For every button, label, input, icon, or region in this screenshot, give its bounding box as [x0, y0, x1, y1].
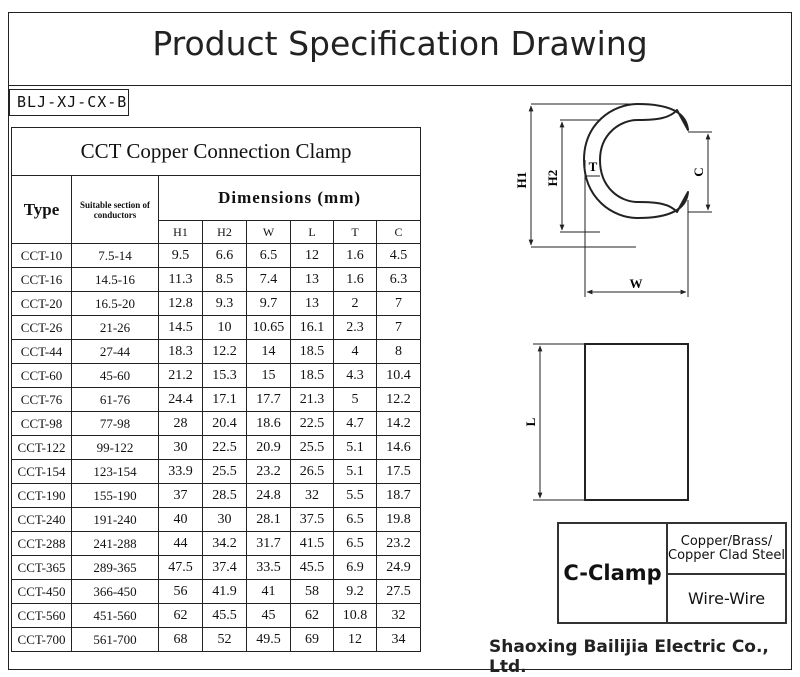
dimension-cell: 30: [203, 508, 247, 532]
dimension-cell: 6.5: [247, 244, 291, 268]
dimension-cell: 44: [159, 532, 203, 556]
dim-column-header: C: [377, 221, 421, 244]
dimension-cell: 25.5: [203, 460, 247, 484]
dimension-cell: 18.7: [377, 484, 421, 508]
dim-label-h2: H2: [545, 169, 560, 187]
dimension-cell: 37.4: [203, 556, 247, 580]
dimension-cell: 30: [159, 436, 203, 460]
dimension-cell: 33.9: [159, 460, 203, 484]
dimension-cell: 18.3: [159, 340, 203, 364]
dimension-cell: 37.5: [291, 508, 334, 532]
type-cell: CCT-60: [12, 364, 72, 388]
section-cell: 21-26: [72, 316, 159, 340]
dimension-cell: 10.4: [377, 364, 421, 388]
dimension-cell: 34: [377, 628, 421, 652]
type-cell: CCT-288: [12, 532, 72, 556]
dimension-cell: 10.8: [334, 604, 377, 628]
section-cell: 451-560: [72, 604, 159, 628]
dimension-cell: 31.7: [247, 532, 291, 556]
dimension-cell: 6.6: [203, 244, 247, 268]
dimension-cell: 28.1: [247, 508, 291, 532]
dimension-cell: 32: [291, 484, 334, 508]
dimension-cell: 24.8: [247, 484, 291, 508]
section-cell: 289-365: [72, 556, 159, 580]
dimension-cell: 32: [377, 604, 421, 628]
dimension-cell: 23.2: [247, 460, 291, 484]
dimension-cell: 14.2: [377, 412, 421, 436]
dimension-cell: 4.3: [334, 364, 377, 388]
section-cell: 561-700: [72, 628, 159, 652]
type-cell: CCT-700: [12, 628, 72, 652]
section-cell: 77-98: [72, 412, 159, 436]
dimension-cell: 15.3: [203, 364, 247, 388]
dim-column-header: H1: [159, 221, 203, 244]
dimension-cell: 1.6: [334, 268, 377, 292]
dimension-cell: 23.2: [377, 532, 421, 556]
section-cell: 16.5-20: [72, 292, 159, 316]
table-caption: CCT Copper Connection Clamp: [12, 128, 421, 176]
type-cell: CCT-240: [12, 508, 72, 532]
dimension-cell: 28.5: [203, 484, 247, 508]
dim-label-t: T: [588, 159, 598, 174]
dim-label-l: L: [523, 417, 538, 427]
dimension-cell: 17.1: [203, 388, 247, 412]
type-header: Type: [12, 176, 72, 244]
type-cell: CCT-20: [12, 292, 72, 316]
type-cell: CCT-450: [12, 580, 72, 604]
dimension-cell: 21.3: [291, 388, 334, 412]
dimension-cell: 15: [247, 364, 291, 388]
section-cell: 241-288: [72, 532, 159, 556]
section-cell: 155-190: [72, 484, 159, 508]
dimension-cell: 9.2: [334, 580, 377, 604]
dim-column-header: L: [291, 221, 334, 244]
dimension-cell: 6.5: [334, 532, 377, 556]
legend-application: Wire-Wire: [667, 574, 786, 623]
section-cell: 61-76: [72, 388, 159, 412]
section-cell: 7.5-14: [72, 244, 159, 268]
dim-label-c: C: [691, 167, 706, 177]
section-cell: 191-240: [72, 508, 159, 532]
legend-material: Copper/Brass/ Copper Clad Steel: [667, 523, 786, 574]
dimension-cell: 12.8: [159, 292, 203, 316]
dim-label-h1: H1: [514, 171, 529, 189]
dimension-cell: 6.5: [334, 508, 377, 532]
dimension-cell: 6.3: [377, 268, 421, 292]
dimension-cell: 24.9: [377, 556, 421, 580]
model-code: BLJ-XJ-CX-B: [9, 89, 129, 116]
dimension-cell: 14.6: [377, 436, 421, 460]
type-cell: CCT-190: [12, 484, 72, 508]
legend-box: [557, 522, 787, 624]
dimension-cell: 5.1: [334, 436, 377, 460]
dim-label-w: W: [629, 276, 643, 291]
dimension-cell: 41: [247, 580, 291, 604]
dimension-cell: 56: [159, 580, 203, 604]
dimension-cell: 17.7: [247, 388, 291, 412]
dimension-cell: 58: [291, 580, 334, 604]
dimension-cell: 22.5: [291, 412, 334, 436]
dimension-cell: 26.5: [291, 460, 334, 484]
dim-column-header: T: [334, 221, 377, 244]
dimension-cell: 21.2: [159, 364, 203, 388]
dimension-cell: 5.5: [334, 484, 377, 508]
dimension-cell: 18.6: [247, 412, 291, 436]
company-name: Shaoxing Bailijia Electric Co., Ltd.: [489, 637, 769, 677]
dimension-cell: 12: [291, 244, 334, 268]
dimension-cell: 27.5: [377, 580, 421, 604]
dimension-cell: 4.5: [377, 244, 421, 268]
dimension-cell: 52: [203, 628, 247, 652]
dimension-cell: 18.5: [291, 340, 334, 364]
dimension-cell: 16.1: [291, 316, 334, 340]
c-clamp-profile: [584, 104, 688, 218]
dimension-cell: 14: [247, 340, 291, 364]
dimension-cell: 11.3: [159, 268, 203, 292]
type-cell: CCT-560: [12, 604, 72, 628]
dimension-cell: 62: [159, 604, 203, 628]
type-cell: CCT-16: [12, 268, 72, 292]
section-cell: 99-122: [72, 436, 159, 460]
type-cell: CCT-26: [12, 316, 72, 340]
dimension-cell: 13: [291, 268, 334, 292]
section-cell: 14.5-16: [72, 268, 159, 292]
dimension-cell: 10: [203, 316, 247, 340]
dimension-cell: 6.9: [334, 556, 377, 580]
section-cell: 366-450: [72, 580, 159, 604]
dimension-cell: 41.9: [203, 580, 247, 604]
dimension-cell: 34.2: [203, 532, 247, 556]
dimension-cell: 4: [334, 340, 377, 364]
dimension-cell: 24.4: [159, 388, 203, 412]
dim-column-header: W: [247, 221, 291, 244]
dimension-cell: 69: [291, 628, 334, 652]
section-header: Suitable section of conductors: [72, 176, 159, 244]
section-cell: 27-44: [72, 340, 159, 364]
dimension-cell: 12.2: [377, 388, 421, 412]
dimension-cell: 37: [159, 484, 203, 508]
dimension-cell: 5: [334, 388, 377, 412]
dimension-cell: 19.8: [377, 508, 421, 532]
dimension-cell: 8.5: [203, 268, 247, 292]
dimension-cell: 45.5: [203, 604, 247, 628]
dimension-cell: 20.9: [247, 436, 291, 460]
type-cell: CCT-98: [12, 412, 72, 436]
legend-product: C-Clamp: [558, 523, 667, 623]
section-cell: 123-154: [72, 460, 159, 484]
dimension-cell: 68: [159, 628, 203, 652]
dimension-cell: 33.5: [247, 556, 291, 580]
dimension-cell: 14.5: [159, 316, 203, 340]
type-cell: CCT-122: [12, 436, 72, 460]
dimension-cell: 45.5: [291, 556, 334, 580]
dimension-cell: 12.2: [203, 340, 247, 364]
dimension-cell: 17.5: [377, 460, 421, 484]
dim-column-header: H2: [203, 221, 247, 244]
dimension-cell: 9.3: [203, 292, 247, 316]
dimension-cell: 9.7: [247, 292, 291, 316]
dimension-cell: 13: [291, 292, 334, 316]
dimension-cell: 2.3: [334, 316, 377, 340]
type-cell: CCT-44: [12, 340, 72, 364]
dimension-cell: 25.5: [291, 436, 334, 460]
dimension-cell: 4.7: [334, 412, 377, 436]
type-cell: CCT-76: [12, 388, 72, 412]
type-cell: CCT-10: [12, 244, 72, 268]
dimension-cell: 49.5: [247, 628, 291, 652]
page-title: Product Specification Drawing: [152, 24, 648, 63]
type-cell: CCT-365: [12, 556, 72, 580]
dimension-cell: 47.5: [159, 556, 203, 580]
dimension-cell: 45: [247, 604, 291, 628]
dimension-cell: 22.5: [203, 436, 247, 460]
dimension-cell: 12: [334, 628, 377, 652]
dimension-cell: 7.4: [247, 268, 291, 292]
dimension-cell: 62: [291, 604, 334, 628]
dimension-cell: 20.4: [203, 412, 247, 436]
dimension-cell: 5.1: [334, 460, 377, 484]
clamp-side-view: [585, 344, 688, 500]
dimension-cell: 28: [159, 412, 203, 436]
dimension-cell: 2: [334, 292, 377, 316]
dimension-cell: 18.5: [291, 364, 334, 388]
dimension-cell: 41.5: [291, 532, 334, 556]
dimension-cell: 40: [159, 508, 203, 532]
dimension-cell: 7: [377, 292, 421, 316]
dimension-cell: 7: [377, 316, 421, 340]
dimensions-header: Dimensions (mm): [159, 176, 421, 221]
section-cell: 45-60: [72, 364, 159, 388]
dimension-cell: 8: [377, 340, 421, 364]
type-cell: CCT-154: [12, 460, 72, 484]
dimension-cell: 9.5: [159, 244, 203, 268]
dimension-cell: 1.6: [334, 244, 377, 268]
dimension-cell: 10.65: [247, 316, 291, 340]
